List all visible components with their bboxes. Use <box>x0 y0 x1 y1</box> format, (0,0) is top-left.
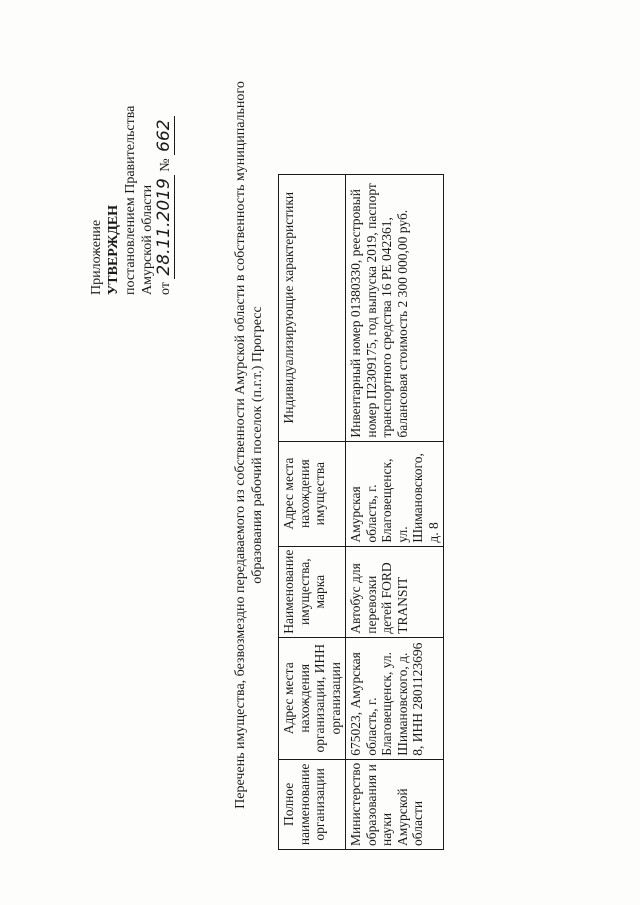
table-row <box>346 174 444 849</box>
table-header-row <box>279 174 346 849</box>
title-line-2: образования рабочий поселок (п.г.т.) Прогресс <box>250 306 265 584</box>
header-characteristics: Индивидуализирующие характеристики <box>279 174 346 441</box>
header-org-address: Адрес места нахождения организации, ИНН организации <box>279 637 346 759</box>
approval-stamp <box>88 106 174 295</box>
region-line: Амурской области <box>140 184 155 295</box>
approved-by-line: постановлением Правительства <box>123 105 138 295</box>
cell-property-address: Амурская область, г. Благовещенск, ул. Шимановского, д. 8 <box>346 441 444 546</box>
title-line-1: Перечень имущества, безвозмездно передаваемого из собственности Амурской области в собственность муниципального <box>233 81 248 809</box>
appendix-label: Приложение <box>89 219 104 295</box>
header-property-address: Адрес места нахождения имущества <box>279 441 346 546</box>
document-title <box>232 55 266 835</box>
cell-org-name: Министерство образования и науки Амурской области <box>346 759 444 849</box>
cell-characteristics: Инвентарный номер 01380330, реестровый номер П2309175, год выпуска 2019, паспорт транспортного средства 16 РЕ 042361, балансовая стоимость 2 300 000,00 руб. <box>346 174 444 441</box>
cell-org-address: 675023, Амурская область, г. Благовещенск, ул. Шимановского, д. 8, ИНН 2801123696 <box>346 637 444 759</box>
header-property-name: Наименование имущества, марка <box>279 546 346 637</box>
property-table <box>278 174 444 850</box>
cell-property-name: Автобус для перевозки детей FORD TRANSIT <box>346 546 444 637</box>
date-prefix: от <box>158 282 173 295</box>
number-prefix: № <box>158 158 173 172</box>
header-org-name: Полное наименование организации <box>279 759 346 849</box>
handwritten-date: 28.11.2019 <box>154 175 175 278</box>
approved-label: УТВЕРЖДЕН <box>106 204 121 295</box>
handwritten-number: 662 <box>154 116 175 154</box>
date-number-line <box>156 106 174 295</box>
